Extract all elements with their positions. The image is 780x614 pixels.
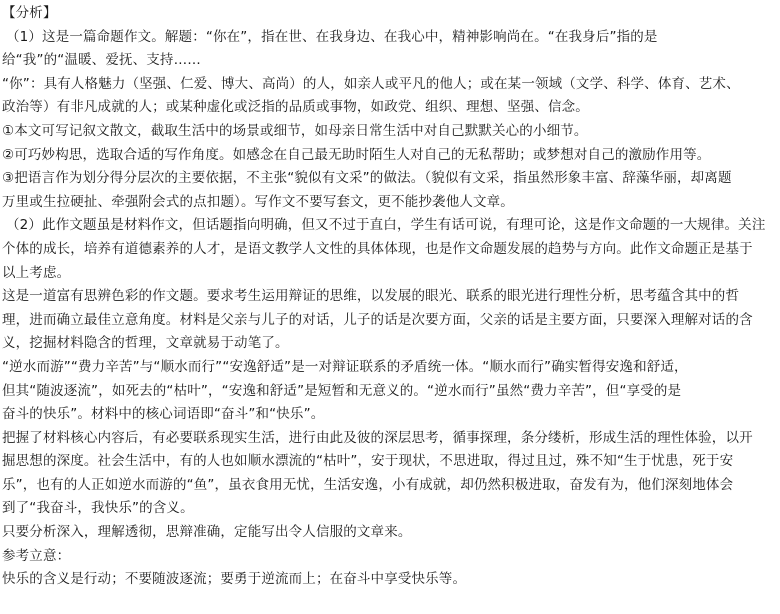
text-line: 乐”，也有的人正如逆水而游的“鱼”，虽衣食用无忧，生活安逸，小有成就，却仍然积极进取，奋发有为，他们深刻地体会 <box>2 476 734 493</box>
text-line: ①本文可写记叙文散文，截取生活中的场景或细节，如母亲日常生活中对自己默默关心的小细节。 <box>2 122 588 139</box>
text-line: 掘思想的深度。社会生活中，有的人也如顺水漂流的“枯叶”，安于现状，不思进取，得过且过，殊不知“生于忧患，死于安 <box>2 453 734 470</box>
text-line: 快乐的含义是行动；不要随波逐流；要勇于逆流而上；在奋斗中享受快乐等。 <box>2 571 467 588</box>
section-heading: 【分析】 <box>2 5 57 21</box>
text-line: 这是一道富有思辨色彩的作文题。要求考生运用辩证的思维，以发展的眼光、联系的眼光进行理性分析，思考蕴含其中的哲 <box>2 288 740 305</box>
text-line: ③把语言作为划分得分层次的主要依据，不主张“貌似有文采”的做法。（貌似有文采，指虽然形象丰富、辞藻华丽，却离题 <box>2 170 732 187</box>
reference-heading: 参考立意： <box>2 547 71 564</box>
text-line: （2）此作文题虽是材料作文，但话题指向明确，但又不过于直白，学生有话可说，有理可论，这是作文命题的一大规律。关注 <box>6 217 766 234</box>
text-line: ②可巧妙构思，选取合适的写作角度。如感念在自己最无助时陌生人对自己的无私帮助；或梦想对自己的激励作用等。 <box>2 146 711 163</box>
text-line: 到了“我奋斗，我快乐”的含义。 <box>2 500 194 517</box>
text-line: 把握了材料核心内容后，有必要联系现实生活，进行由此及彼的深层思考，循事探理，条分缕析，形成生活的理性体验，以开 <box>2 429 753 446</box>
text-line: 万里或生拉硬扯、牵强附会式的点扣题）。写作文不要写套文，更不能抄袭他人文章。 <box>2 193 514 210</box>
text-line: 个体的成长，培养有道德素养的人才，是语文教学人文性的具体体现，也是作文命题发展的趋势与方向。此作文命题正是基于 <box>2 240 753 257</box>
text-line: 以上考虑。 <box>2 264 71 281</box>
text-line: 义，挖掘材料隐含的哲理，文章就易于动笔了。 <box>2 335 289 352</box>
text-line: 理，进而确立最佳立意角度。材料是父亲与儿子的对话，儿子的话是次要方面，父亲的话是主要方面，只要深入理解对话的含 <box>2 311 753 328</box>
text-line: 奋斗的快乐”。材料中的核心词语即“奋斗”和“快乐”。 <box>2 406 325 423</box>
text-line: “逆水而游”“费力辛苦”与“顺水而行”“安逸舒适”是一对辩证联系的矛盾统一体。“顺水而行”确实暂得安逸和舒适， <box>2 358 688 375</box>
text-line: 给“我”的“温暖、爱抚、支持…… <box>2 52 201 69</box>
text-line: 政治等）有非凡成就的人；或某种虚化或泛指的品质或事物，如政党、组织、理想、坚强、信念。 <box>2 99 589 116</box>
text-line: （1）这是一篇命题作文。解题：“你在”，指在世、在我身边、在我心中，精神影响尚在。“在我身后”指的是 <box>6 28 658 45</box>
text-line: 但其“随波逐流”，如死去的“枯叶”，“安逸和舒适”是短暂和无意义的。“逆水而行”虽然“费力辛苦”，但“享受的是 <box>2 382 682 399</box>
text-line: “你”：具有人格魅力（坚强、仁爱、博大、高尚）的人，如亲人或平凡的他人；或在某一领域（文学、科学、体育、艺术、 <box>2 75 740 92</box>
text-line: 只要分析深入，理解透彻，思辩准确，定能写出令人信服的文章来。 <box>2 524 412 541</box>
